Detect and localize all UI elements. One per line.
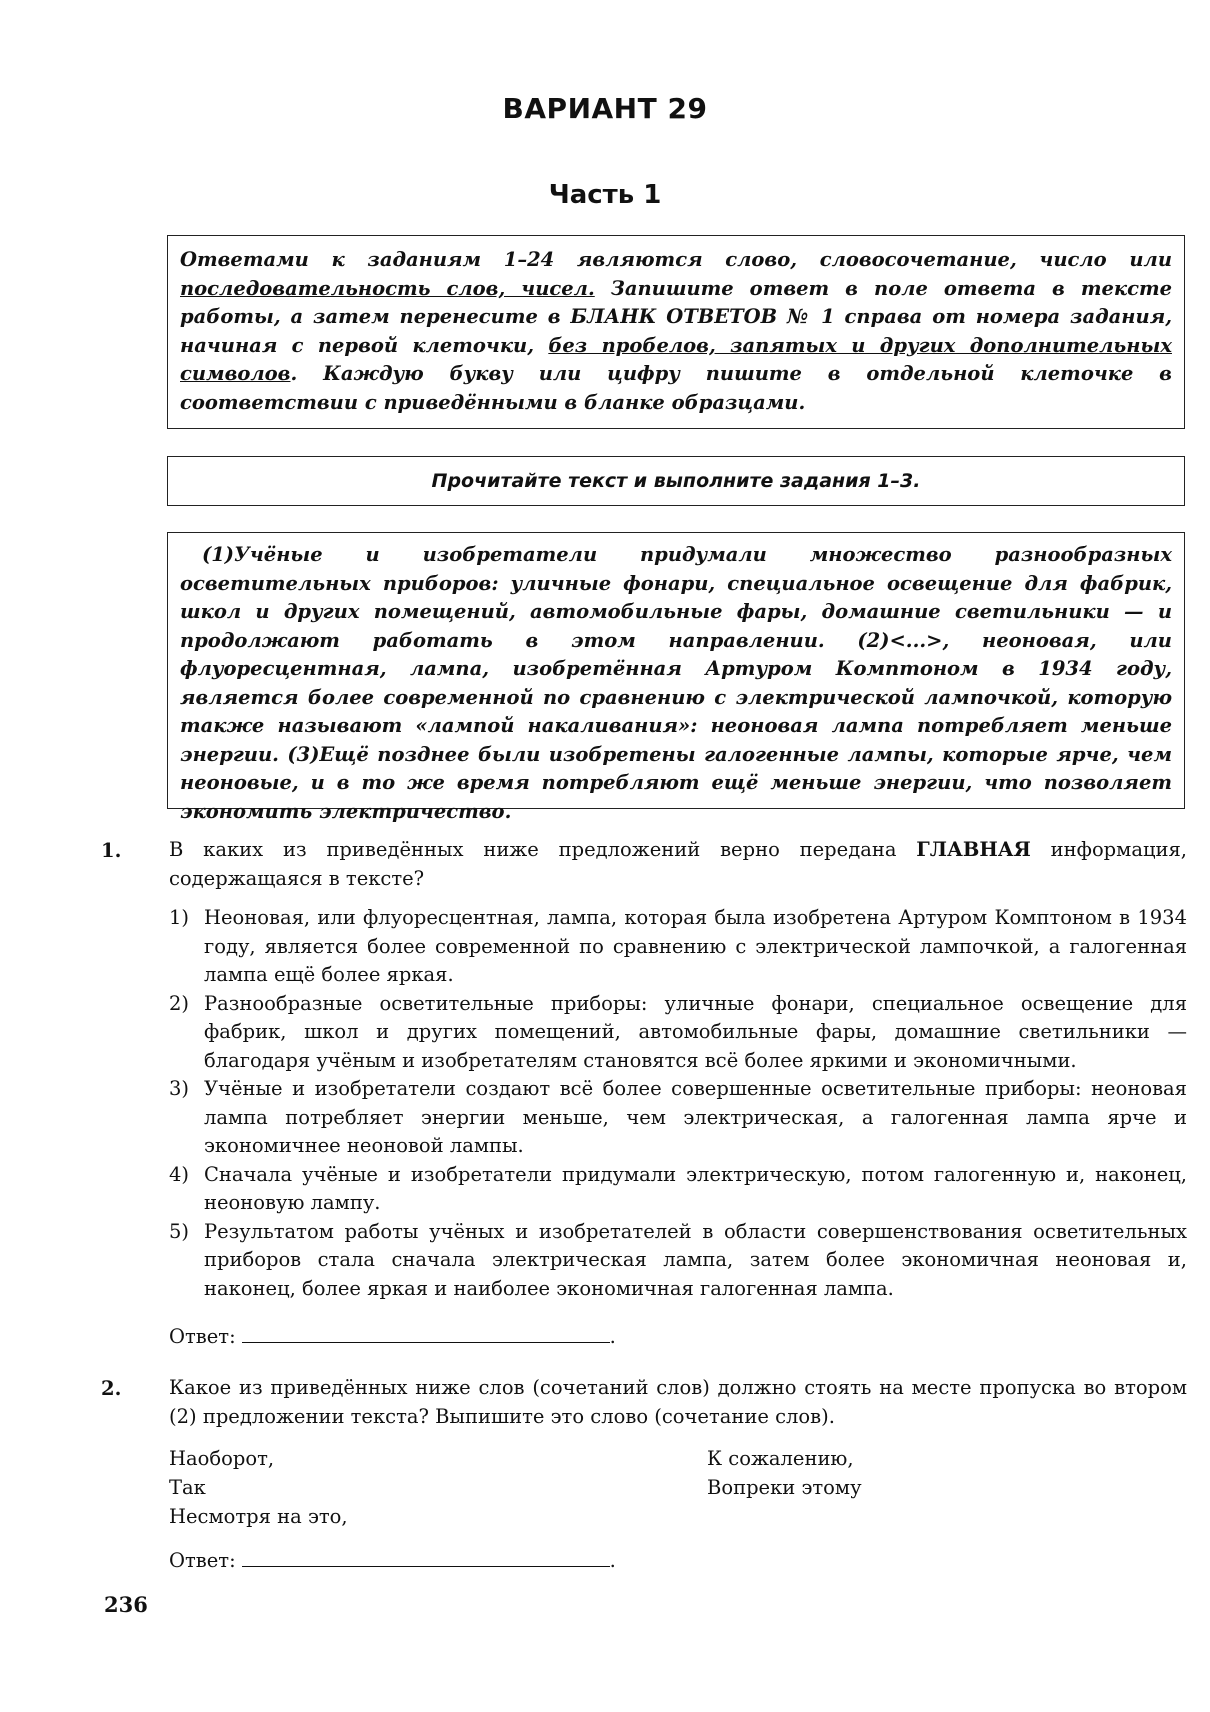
option-4: 4) Сначала учёные и изобретатели придумали электрическую, потом галогенную и, наконец, неоновую лампу. [169, 1162, 1187, 1214]
task-heading-box [167, 456, 1185, 506]
question-2-text: Какое из приведённых ниже слов (сочетаний слов) должно стоять на месте пропуска во втором (2) предложении текста? Выпишите это слово (сочетание слов). [169, 1376, 1187, 1428]
choices-left [169, 1444, 348, 1531]
question-2-answer[interactable]: Ответ: . [169, 1546, 616, 1572]
part-title: Часть 1 [548, 180, 662, 210]
question-1-text: В каких из приведённых ниже предложений верно передана ГЛАВНАЯ информация, содержащаяся в тексте? [169, 838, 1187, 890]
task-heading: Прочитайте текст и выполните задания 1–3. [431, 470, 921, 492]
answer-line[interactable] [242, 1546, 610, 1567]
choice: Несмотря на это, [169, 1505, 348, 1528]
option-3: 3) Учёные и изобретатели создают всё более совершенные осветительные приборы: неоновая лампа потребляет энергии меньше, чем электрическая, а галогенная лампа ярче и экономичнее неоновой лампы. [169, 1077, 1187, 1157]
question-2-number: 2. [101, 1377, 122, 1400]
choice: Вопреки этому [707, 1476, 862, 1499]
reading-text-box [167, 532, 1185, 823]
option-5: 5) Результатом работы учёных и изобретателей в области совершенствования осветительных приборов стала сначала электрическая лампа, затем более экономичная неоновая и, наконец, более яркая и наиболее экономичная галогенная лампа. [169, 1219, 1187, 1300]
instructions-box [167, 235, 1185, 429]
question-1-number: 1. [101, 839, 122, 862]
choice: К сожалению, [707, 1447, 854, 1470]
choices-right [707, 1444, 862, 1502]
choice: Так [169, 1476, 206, 1499]
question-1-options [169, 904, 1187, 1303]
option-1: 1) Неоновая, или флуоресцентная, лампа, которая была изобретена Артуром Комптоном в 1934 году, является более современной по сравнению с электрической лампочкой, а галогенная лампа ещё более яркая. [169, 906, 1187, 986]
variant-title: ВАРИАНТ 29 [502, 92, 708, 125]
page-number: 236 [104, 1592, 148, 1617]
answer-line[interactable] [242, 1322, 610, 1343]
choice: Наоборот, [169, 1447, 275, 1470]
instructions-text: Ответами к заданиям 1–24 являются слово, словосочетание, число или последовательность слов, чисел. Запишите ответ в поле ответа в тексте работы, а затем перенесите в БЛАНК ОТВЕТОВ № 1 справа от номера задания, начиная с первой клеточки, без пробелов, запятых и других дополнительных символов. Каждую букву или цифру пишите в отдельной клеточке в соответствии с приведёнными в бланке образцами. [180, 248, 1172, 414]
option-2: 2) Разнообразные осветительные приборы: уличные фонари, специальное освещение для фабрик, школ и других помещений, автомобильные фары, домашние светильники — благодаря учёным и изобретателям становятся всё более яркими и экономичными. [169, 991, 1187, 1072]
question-1-answer[interactable]: Ответ: . [169, 1322, 616, 1348]
reading-text: (1)Учёные и изобретатели придумали множество разнообразных осветительных приборов: уличные фонари, специальное освещение для фабрик, школ и других помещений, автомобильные фары, домашние светильники — и продолжают работать в этом направлении. (2)<...>, неоновая, или флуоресцентная, лампа, изобретённая Артуром Комптоном в 1934 году, является более современной по сравнению с электрической лампочкой, которую также называют «лампой накаливания»: неоновая лампа потребляет меньше энергии. (3)Ещё позднее были изобретены галогенные лампы, которые ярче, чем неоновые, и в то же время потребляют ещё меньше энергии, что позволяет экономить электричество. [180, 543, 1172, 823]
